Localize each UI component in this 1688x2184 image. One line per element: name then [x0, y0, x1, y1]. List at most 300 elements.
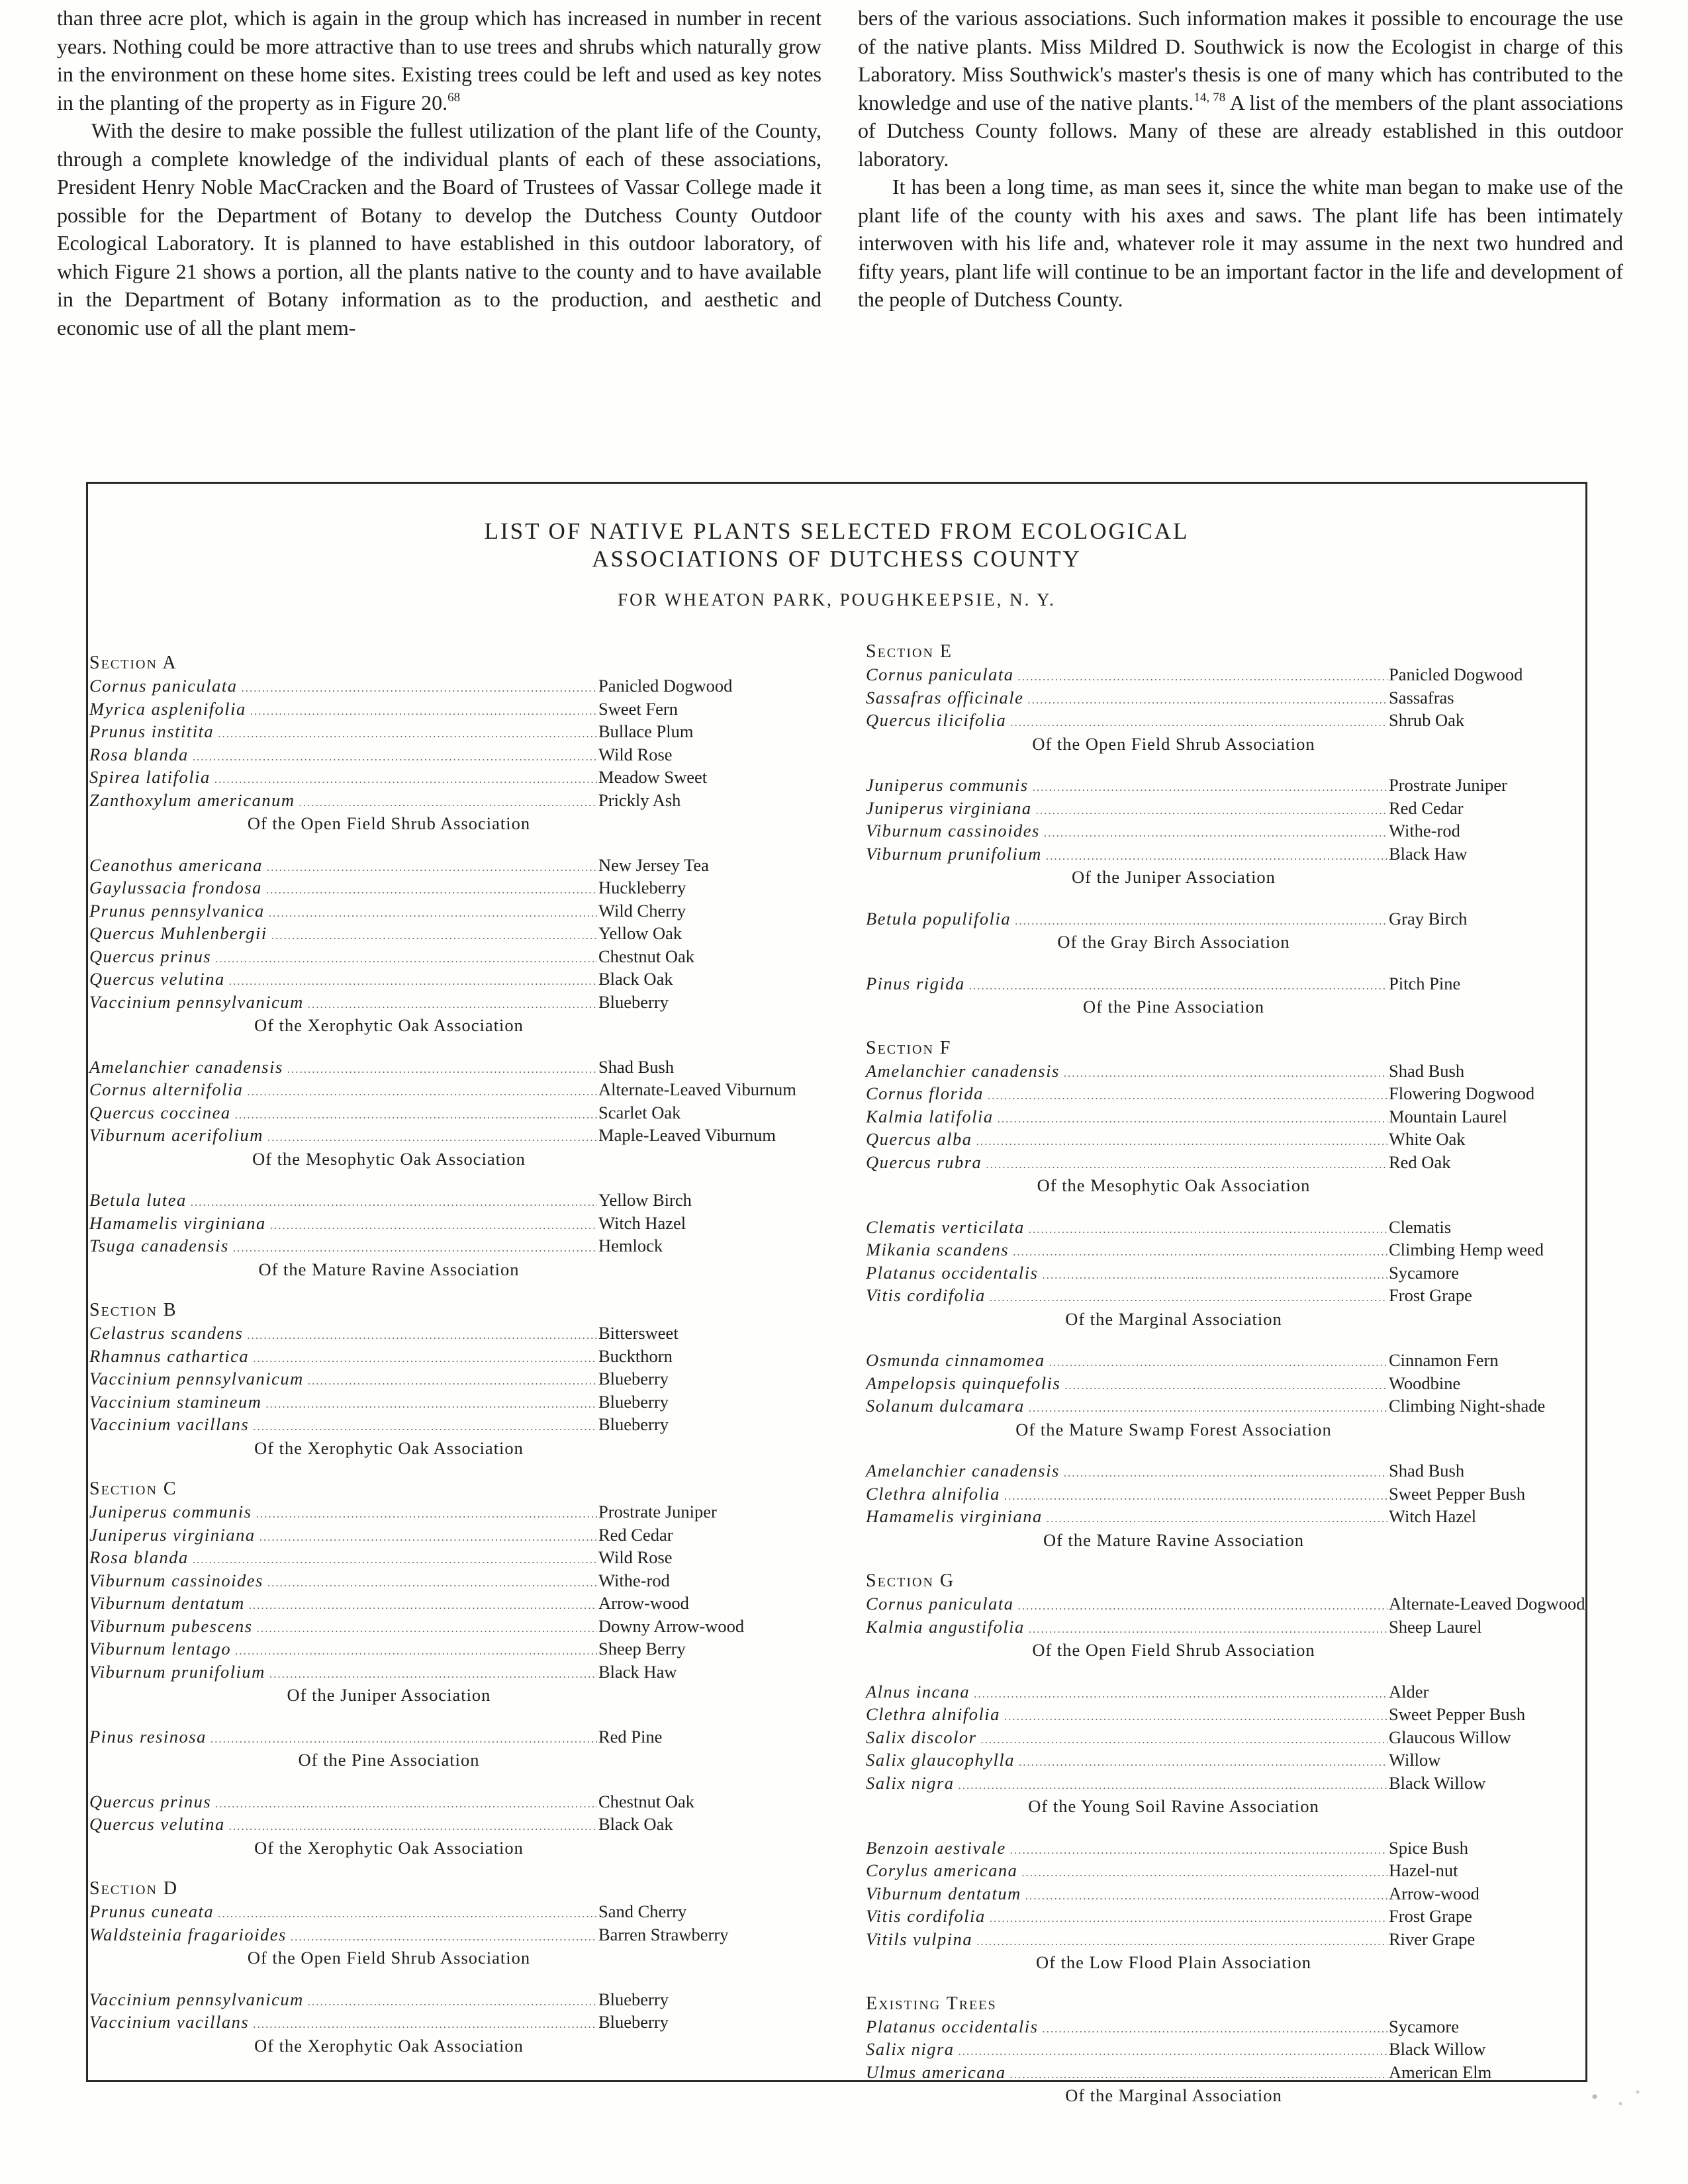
scientific-name: Viburnum cassinoides	[89, 1570, 263, 1590]
association-label: Of the Xerophytic Oak Association	[254, 1015, 524, 1035]
plant-row	[89, 1546, 847, 1569]
dot-leader	[291, 1931, 597, 1942]
plant-group	[89, 1189, 847, 1281]
association-label: Of the Juniper Association	[1072, 867, 1276, 887]
plant-row	[866, 774, 1574, 797]
dot-leader	[214, 774, 597, 785]
common-name: Hazel-nut	[1389, 1860, 1458, 1880]
scientific-name: Viburnum prunifolium	[866, 843, 1042, 864]
dot-leader	[308, 999, 597, 1010]
association-label: Of the Mature Swamp Forest Association	[1015, 1419, 1332, 1439]
common-name: River Grape	[1389, 1929, 1476, 1949]
scientific-name: Vaccinium vacillans	[89, 2012, 250, 2032]
plant-row	[89, 1569, 847, 1592]
plant-group	[89, 1299, 847, 1459]
body-paragraph	[858, 4, 1623, 173]
plant-row	[89, 1592, 847, 1615]
body-paragraph	[57, 116, 821, 341]
association-label: Of the Xerophytic Oak Association	[254, 2035, 524, 2056]
plant-row	[89, 674, 847, 698]
common-name: White Oak	[1389, 1129, 1466, 1149]
scientific-name: Quercus prinus	[89, 1791, 212, 1811]
association-label: Of the Mature Ravine Association	[1043, 1529, 1305, 1550]
association-label: Of the Mature Ravine Association	[258, 1259, 520, 1279]
scientific-name: Ceanothus americana	[89, 854, 263, 875]
dot-leader	[1046, 850, 1387, 862]
scientific-name: Ampelopsis quinquefolis	[866, 1373, 1061, 1393]
plant-row	[866, 1882, 1574, 1905]
common-name: Arrow-wood	[1389, 1883, 1479, 1903]
plant-row	[866, 1905, 1574, 1928]
scientific-name: Kalmia angustifolia	[866, 1616, 1025, 1637]
common-name: Woodbine	[1389, 1373, 1461, 1393]
scientific-name: Waldsteinia fragarioides	[89, 1924, 287, 1944]
dot-leader	[211, 1733, 597, 1745]
list-title-line-1: LIST OF NATIVE PLANTS SELECTED FROM ECOLOGICAL	[484, 518, 1190, 544]
dot-leader	[247, 1086, 597, 1097]
footnote-reference: 68	[447, 90, 461, 105]
scientific-name: Mikania scandens	[866, 1240, 1009, 1259]
scientific-name: Viburnum cassinoides	[866, 821, 1040, 841]
scientific-name: Quercus alba	[866, 1129, 972, 1149]
dot-leader	[1064, 1380, 1387, 1391]
scan-speckle	[1569, 2078, 1655, 2124]
scientific-name: Hamamelis virginiana	[89, 1212, 266, 1233]
plant-group	[89, 1725, 847, 1772]
association-label: Of the Marginal Association	[1065, 2085, 1282, 2105]
dot-leader	[287, 1064, 597, 1075]
dot-leader	[1029, 1224, 1387, 1235]
plant-row	[866, 907, 1574, 931]
scientific-name: Viburnum dentatum	[89, 1593, 245, 1613]
common-name: Arrow-wood	[598, 1593, 689, 1613]
dot-leader	[1010, 1844, 1387, 1856]
section-heading: Section A	[89, 653, 177, 673]
common-name: Withe-rod	[598, 1570, 670, 1590]
common-name: Prostrate Juniper	[598, 1502, 717, 1522]
dot-leader	[218, 728, 597, 739]
dot-leader	[1044, 827, 1387, 839]
common-name: Black Willow	[1389, 2039, 1486, 2059]
plant-row	[866, 1615, 1574, 1639]
scientific-name: Clethra alnifolia	[866, 1483, 1000, 1504]
scientific-name: Juniperus communis	[866, 775, 1029, 795]
plant-row	[89, 1212, 847, 1235]
plant-row	[866, 1703, 1574, 1726]
plant-row	[89, 1988, 847, 2011]
dot-leader	[969, 980, 1387, 991]
plant-row	[866, 1216, 1574, 1239]
body-text-left-column	[57, 4, 821, 341]
dot-leader	[267, 862, 597, 873]
plant-row	[89, 1101, 847, 1124]
common-name: Shad Bush	[598, 1056, 675, 1077]
dot-leader	[976, 1136, 1387, 1147]
scientific-name: Platanus occidentalis	[866, 2016, 1039, 2036]
plant-row	[866, 709, 1574, 732]
plant-group	[866, 774, 1574, 889]
scientific-name: Amelanchier canadensis	[89, 1056, 283, 1077]
scientific-name: Vaccinium pennsylvanicum	[89, 1369, 304, 1388]
plant-row	[89, 922, 847, 945]
scientific-name: Viburnum prunifolium	[89, 1661, 265, 1682]
plant-list-left-column	[89, 649, 847, 2057]
plant-row	[89, 899, 847, 923]
plant-row	[89, 945, 847, 968]
common-name: Blueberry	[598, 991, 669, 1012]
association-label: Of the Juniper Association	[287, 1685, 491, 1705]
plant-group	[89, 1790, 847, 1860]
plant-row	[89, 1813, 847, 1836]
plant-row	[866, 1928, 1574, 1951]
plant-group	[89, 652, 847, 835]
dot-leader	[267, 1577, 597, 1588]
dot-leader	[253, 1421, 597, 1432]
plant-row	[866, 1749, 1574, 1772]
scientific-name: Prunus institita	[89, 721, 214, 741]
plant-group	[866, 1459, 1574, 1551]
common-name: Sassafras	[1389, 687, 1454, 707]
common-name: Meadow Sweet	[598, 767, 708, 787]
scientific-name: Spirea latifolia	[89, 767, 211, 787]
dot-leader	[1025, 1890, 1387, 1901]
dot-leader	[249, 1600, 597, 1611]
plant-row	[866, 2015, 1574, 2038]
dot-leader	[986, 1159, 1387, 1170]
plant-row	[89, 1056, 847, 1079]
common-name: Sheep Laurel	[1389, 1616, 1482, 1637]
common-name: Red Cedar	[598, 1524, 673, 1545]
plant-row	[89, 1725, 847, 1749]
common-name: Climbing Night-shade	[1389, 1396, 1546, 1416]
scientific-name: Pinus rigida	[866, 973, 965, 993]
scientific-name: Cornus paniculata	[89, 676, 238, 696]
scientific-name: Clematis verticilata	[866, 1216, 1025, 1237]
common-name: Blueberry	[598, 1391, 669, 1412]
dot-leader	[1033, 782, 1387, 793]
dot-leader	[299, 797, 597, 808]
dot-leader	[1018, 671, 1387, 682]
dot-leader	[193, 751, 597, 762]
dot-leader	[308, 1996, 597, 2007]
scientific-name: Pinus resinosa	[89, 1726, 207, 1747]
scientific-name: Osmunda cinnamomea	[866, 1350, 1045, 1370]
common-name: Scarlet Oak	[598, 1102, 681, 1122]
plant-group	[89, 1478, 847, 1707]
common-name: Willow	[1389, 1750, 1441, 1770]
scientific-name: Clethra alnifolia	[866, 1704, 1000, 1724]
common-name: Yellow Oak	[598, 923, 682, 943]
dot-leader	[253, 1353, 597, 1364]
dot-leader	[270, 1220, 597, 1231]
plant-row	[866, 1261, 1574, 1285]
common-name: Alder	[1389, 1681, 1429, 1702]
plant-row	[866, 1372, 1574, 1395]
common-name: Wild Rose	[598, 744, 673, 764]
dot-leader	[250, 705, 597, 717]
plant-row	[866, 1505, 1574, 1528]
plant-row	[89, 1790, 847, 1813]
dot-leader	[959, 1780, 1387, 1791]
common-name: Clematis	[1389, 1216, 1452, 1237]
common-name: Red Cedar	[1389, 797, 1464, 818]
scientific-name: Quercus coccinea	[89, 1102, 231, 1122]
common-name: Sycamore	[1389, 2016, 1459, 2036]
scientific-name: Juniperus virginiana	[866, 797, 1032, 818]
common-name: Sycamore	[1389, 1262, 1459, 1283]
scientific-name: Vitis cordifolia	[866, 1906, 986, 1926]
common-name: Barren Strawberry	[598, 1924, 729, 1944]
association-label: Of the Marginal Association	[1065, 1308, 1282, 1329]
scientific-name: Benzoin aestivale	[866, 1837, 1006, 1858]
section-heading: Section E	[866, 641, 953, 662]
dot-leader	[990, 1292, 1387, 1303]
association-label: Of the Xerophytic Oak Association	[254, 1837, 524, 1858]
plant-row	[89, 789, 847, 812]
plant-row	[89, 1413, 847, 1436]
plant-row	[89, 720, 847, 743]
plant-row	[89, 2011, 847, 2034]
common-name: Shrub Oak	[1389, 710, 1465, 730]
dot-leader	[988, 1090, 1387, 1101]
common-name: Downy Arrow-wood	[598, 1615, 745, 1636]
section-heading: Section D	[89, 1878, 179, 1899]
common-name: Sweet Pepper Bush	[1389, 1483, 1526, 1504]
common-name: Huckleberry	[598, 878, 686, 897]
section-heading: Existing Trees	[866, 1993, 997, 2014]
dot-leader	[266, 884, 597, 895]
paragraph-text: With the desire to make possible the fullest utilization of the plant life of the County, through a complete knowledge of the individual plants of each of these associations, President Henry Noble MacCracken and the Board of Trustees of Vassar College made it possible for the Department of Botany to develop the Dutchess County Outdoor Ecological Laboratory. It is planned to have established in this outdoor laboratory, of which Figure 21 shows a portion, all the plants native to the county and to have available in the Department of Botany information as to the production, and aesthetic and economic use of all the plant mem-	[57, 118, 821, 340]
dot-leader	[1015, 915, 1387, 927]
common-name: Black Oak	[598, 1814, 673, 1834]
association-label: Of the Young Soil Ravine Association	[1028, 1796, 1319, 1816]
scientific-name: Vitils vulpina	[866, 1929, 973, 1949]
dot-leader	[1029, 1402, 1387, 1414]
plant-row	[866, 1772, 1574, 1795]
common-name: Bittersweet	[598, 1323, 679, 1343]
scientific-name: Myrica asplenifolia	[89, 698, 246, 719]
plant-row	[89, 854, 847, 877]
dot-leader	[229, 976, 597, 987]
dot-leader	[215, 1798, 597, 1809]
dot-leader	[1042, 2023, 1387, 2034]
common-name: Climbing Hemp weed	[1389, 1240, 1544, 1259]
common-name: Red Pine	[598, 1726, 663, 1747]
dot-leader	[1019, 1756, 1387, 1768]
plant-row	[866, 2061, 1574, 2084]
common-name: Panicled Dogwood	[598, 676, 733, 696]
plant-row	[866, 1837, 1574, 1860]
common-name: Blueberry	[598, 1414, 669, 1434]
plant-row	[89, 1234, 847, 1257]
scientific-name: Zanthoxylum americanum	[89, 790, 295, 810]
common-name: Prostrate Juniper	[1389, 775, 1507, 795]
dot-leader	[215, 953, 597, 964]
scientific-name: Quercus ilicifolia	[866, 710, 1007, 730]
common-name: Gray Birch	[1389, 908, 1468, 929]
plant-row	[89, 1189, 847, 1212]
plant-row	[866, 1349, 1574, 1372]
body-paragraph	[858, 173, 1623, 314]
scientific-name: Cornus paniculata	[866, 1594, 1014, 1614]
dot-leader	[1013, 1246, 1387, 1257]
association-label: Of the Open Field Shrub Association	[1032, 733, 1315, 754]
plant-row	[89, 743, 847, 766]
dot-leader	[269, 907, 597, 919]
common-name: American Elm	[1389, 2062, 1492, 2082]
dot-leader	[253, 2019, 597, 2030]
common-name: Flowering Dogwood	[1389, 1083, 1535, 1103]
scientific-name: Quercus velutina	[89, 1814, 225, 1834]
scientific-name: Vaccinium pennsylvanicum	[89, 1989, 304, 2009]
scientific-name: Amelanchier canadensis	[866, 1461, 1060, 1480]
plant-row	[866, 1128, 1574, 1151]
plant-row	[866, 1394, 1574, 1418]
scientific-name: Tsuga canadensis	[89, 1236, 229, 1255]
scientific-name: Salix glaucophylla	[866, 1750, 1015, 1770]
scientific-name: Vaccinium pennsylvanicum	[89, 991, 304, 1012]
plant-row	[89, 968, 847, 991]
plant-group	[866, 1349, 1574, 1441]
dot-leader	[1049, 1357, 1387, 1368]
scientific-name: Vaccinium stamineum	[89, 1391, 262, 1412]
scientific-name: Cornus alternifolia	[89, 1079, 244, 1099]
dot-leader	[259, 1531, 597, 1543]
common-name: Red Oak	[1389, 1152, 1451, 1172]
plant-group	[866, 1837, 1574, 1974]
common-name: Spice Bush	[1389, 1837, 1468, 1858]
dot-leader	[267, 1132, 597, 1143]
dot-leader	[193, 1554, 597, 1565]
plant-group	[89, 1056, 847, 1171]
dot-leader	[242, 682, 597, 694]
scientific-name: Juniperus communis	[89, 1502, 252, 1522]
scientific-name: Solanum dulcamara	[866, 1396, 1025, 1416]
plant-group	[866, 641, 1574, 755]
association-label: Of the Pine Association	[298, 1750, 480, 1770]
plant-row	[866, 2038, 1574, 2061]
body-text-right-column	[858, 4, 1623, 314]
native-plants-list-box	[86, 482, 1587, 2105]
common-name: Alternate-Leaved Dogwood	[1389, 1594, 1585, 1614]
dot-leader	[1004, 1490, 1387, 1502]
common-name: Blueberry	[598, 2012, 669, 2032]
dot-leader	[235, 1645, 597, 1657]
plant-row	[89, 1500, 847, 1524]
dot-leader	[233, 1242, 597, 1253]
common-name: Pitch Pine	[1389, 973, 1461, 993]
scientific-name: Betula populifolia	[866, 908, 1011, 929]
dot-leader	[1042, 1269, 1387, 1281]
scientific-name: Cornus paniculata	[866, 664, 1014, 684]
plant-list-right-column	[866, 638, 1585, 2107]
common-name: Glaucous Willow	[1389, 1727, 1511, 1747]
dot-leader	[990, 1913, 1387, 1924]
common-name: Black Oak	[598, 969, 673, 989]
plant-row	[89, 1345, 847, 1368]
scientific-name: Salix nigra	[866, 2039, 955, 2059]
plant-group	[866, 1993, 1574, 2107]
scientific-name: Rosa blanda	[89, 1547, 189, 1567]
dot-leader	[1036, 805, 1387, 816]
association-label: Of the Open Field Shrub Association	[247, 1948, 531, 1968]
scientific-name: Ulmus americana	[866, 2062, 1006, 2082]
scientific-name: Corylus americana	[866, 1860, 1018, 1880]
scientific-name: Hamamelis virginiana	[866, 1506, 1043, 1526]
dot-leader	[1047, 1513, 1387, 1524]
scientific-name: Vitis cordifolia	[866, 1285, 986, 1305]
list-title-line-2: ASSOCIATIONS OF DUTCHESS COUNTY	[592, 546, 1082, 572]
common-name: Yellow Birch	[598, 1190, 692, 1210]
dot-leader	[1004, 1711, 1387, 1722]
common-name: New Jersey Tea	[598, 854, 709, 875]
scientific-name: Juniperus virginiana	[89, 1524, 256, 1545]
common-name: Frost Grape	[1389, 1906, 1472, 1926]
scientific-name: Quercus velutina	[89, 969, 225, 989]
section-heading: Section C	[89, 1479, 177, 1499]
plant-row	[866, 1726, 1574, 1749]
plant-group	[89, 1988, 847, 2058]
common-name: Witch Hazel	[598, 1212, 686, 1233]
dot-leader	[1064, 1467, 1387, 1479]
scientific-name: Viburnum pubescens	[89, 1615, 253, 1636]
plant-row	[866, 797, 1574, 820]
plant-row	[89, 1078, 847, 1101]
common-name: Black Haw	[598, 1661, 677, 1682]
plant-row	[89, 991, 847, 1014]
plant-row	[866, 686, 1574, 709]
common-name: Wild Cherry	[598, 900, 686, 921]
plant-row	[89, 1900, 847, 1923]
scientific-name: Quercus rubra	[866, 1152, 982, 1172]
plant-row	[866, 663, 1574, 686]
plant-row	[866, 1238, 1574, 1261]
plant-group	[89, 1878, 847, 1970]
dot-leader	[229, 1821, 597, 1832]
paragraph-text: It has been a long time, as man sees it, since the white man began to make use of the plant life of the county with his axes and saws. The plant life has been intimately interwoven with his life and, whatever role it may assume in the next two hundred and fifty years, plant life will continue to be an important factor in the life and development of the people of Dutchess County.	[858, 175, 1623, 311]
dot-leader	[974, 1688, 1387, 1700]
scientific-name: Quercus prinus	[89, 946, 212, 966]
association-label: Of the Xerophytic Oak Association	[254, 1437, 524, 1458]
common-name: Frost Grape	[1389, 1285, 1472, 1305]
plant-row	[866, 1459, 1574, 1482]
paragraph-text: than three acre plot, which is again in the group which has increased in number in recent years. Nothing could be more attractive than to use trees and shrubs which naturally grow in the environment on these home sites. Existing trees could be left and used as key notes in the planting of the property as in Figure 20.	[57, 6, 821, 114]
dot-leader	[1010, 2069, 1387, 2080]
dot-leader	[976, 1936, 1387, 1947]
dot-leader	[1027, 694, 1387, 705]
dot-leader	[1018, 1600, 1387, 1612]
association-label: Of the Gray Birch Association	[1057, 932, 1290, 952]
plant-row	[89, 876, 847, 899]
association-label: Of the Open Field Shrub Association	[247, 813, 531, 833]
common-name: Witch Hazel	[1389, 1506, 1477, 1526]
plant-row	[89, 1524, 847, 1547]
dot-leader	[271, 930, 597, 941]
plant-group	[866, 1037, 1574, 1197]
scientific-name: Platanus occidentalis	[866, 1262, 1039, 1283]
scientific-name: Rosa blanda	[89, 744, 189, 764]
common-name: Maple-Leaved Viburnum	[598, 1125, 776, 1145]
plant-row	[89, 1367, 847, 1390]
scientific-name: Quercus Muhlenbergii	[89, 923, 267, 943]
common-name: Bullace Plum	[598, 721, 694, 741]
plant-row	[866, 1060, 1574, 1083]
scientific-name: Gaylussacia frondosa	[89, 878, 262, 897]
dot-leader	[959, 2046, 1387, 2057]
dot-leader	[1064, 1068, 1387, 1079]
section-heading: Section B	[89, 1300, 177, 1320]
plant-group	[866, 1216, 1574, 1331]
